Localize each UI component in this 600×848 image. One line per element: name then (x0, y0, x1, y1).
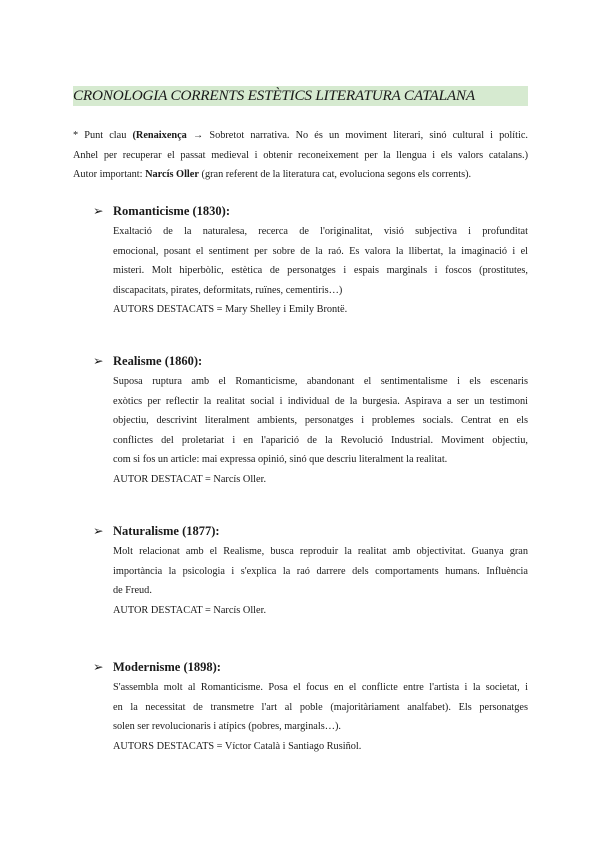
paragraph-line: misteri. Molt hiperbòlic, estètica de personatges i espais marginals i foscos (prostitutes, (113, 265, 528, 276)
intro-line (73, 165, 528, 185)
paragraph-line: AUTORS DESTACATS = Víctor Català i Santiago Rusiñol. (113, 740, 362, 752)
section-heading (93, 520, 528, 542)
section-title: Realisme (1860): (113, 354, 203, 368)
section-paragraph (113, 372, 528, 489)
intro-text: → Sobretot narrativa. No és un moviment literari, sinó cultural i polític. (186, 130, 528, 141)
paragraph-line: conflictes del proletariat i en l'aparició de la Revolució Industrial. Moviment objectiu, (113, 434, 528, 446)
paragraph-line: objectiu, descrivint literalment ambients, personatges i problemes socials. Centrat en els (113, 415, 528, 426)
arrow-bullet-icon: ➢ (93, 204, 104, 218)
section-heading (93, 200, 528, 222)
paragraph-line: AUTOR DESTACAT = Narcís Oller. (113, 604, 267, 616)
arrow-bullet-icon: ➢ (93, 354, 104, 368)
paragraph-line: importància la psicologia i s'explica la raó darrere dels comportaments humans. Influència (113, 565, 528, 577)
section-title: Romanticisme (1830): (113, 204, 230, 218)
section-heading (93, 350, 528, 372)
author-name: Narcís Oller (145, 169, 199, 180)
paragraph-line: S'assembla molt al Romanticisme. Posa el focus en el conflicte entre l'artista i la societat, i (113, 682, 528, 693)
paragraph-line: AUTORS DESTACATS = Mary Shelley i Emily Brontë. (113, 304, 348, 315)
section (93, 520, 528, 620)
paragraph-line: exòtics per reflectir la realitat social i individual de la burgesia. Aspirava a ser un testimoni (113, 395, 528, 407)
paragraph-line: com si fos un article: mai expressa opinió, sinó que descriu literalment la realitat. (113, 454, 448, 465)
section-title: Modernisme (1898): (113, 660, 221, 674)
renaixenca-label: (Renaixença (132, 130, 187, 141)
paragraph-line: discapacitats, pirates, deformitats, ruïnes, cementiris…) (113, 284, 343, 296)
section-paragraph (113, 678, 528, 756)
intro-line (73, 126, 528, 146)
section-title: Naturalisme (1877): (113, 524, 220, 538)
section-paragraph (113, 542, 528, 620)
paragraph-line: solen ser revolucionaris i atípics (pobres, marginals…). (113, 721, 341, 732)
intro-text: (gran referent de la literatura cat, evoluciona segons els corrents). (198, 169, 472, 180)
intro-text: Autor important: (73, 169, 146, 180)
section-heading (93, 656, 528, 678)
paragraph-line: Molt relacionat amb el Realisme, busca reproduir la realitat amb objectivitat. Guanya gran (113, 546, 528, 557)
section (93, 656, 528, 756)
paragraph-line: emocional, posant el sentiment per sobre de la raó. Es valora la llibertat, la imaginació i el (113, 245, 528, 257)
paragraph-line: en la necessitat de transmetre l'art al poble (majoritàriament analfabet). Els personatges (113, 701, 528, 713)
section (93, 200, 528, 320)
section-paragraph (113, 222, 528, 320)
document-title: CRONOLOGIA CORRENTS ESTÈTICS LITERATURA CATALANA (73, 86, 528, 106)
arrow-bullet-icon: ➢ (93, 524, 104, 538)
paragraph-line: de Freud. (113, 585, 152, 596)
section (93, 350, 528, 489)
paragraph-line: Exaltació de la naturalesa, recerca de l'originalitat, visió subjectiva i profunditat (113, 226, 528, 237)
paragraph-line: Suposa ruptura amb el Romanticisme, abandonant el sentimentalisme i els escenaris (113, 376, 528, 387)
intro-paragraph (73, 126, 528, 185)
arrow-bullet-icon: ➢ (93, 660, 104, 674)
intro-text: * Punt clau (73, 130, 133, 141)
intro-line: Anhel per recuperar el passat medieval i obtenir reconeixement per la llengua i els valors catalans.) (73, 149, 528, 161)
paragraph-line: AUTOR DESTACAT = Narcís Oller. (113, 473, 267, 485)
